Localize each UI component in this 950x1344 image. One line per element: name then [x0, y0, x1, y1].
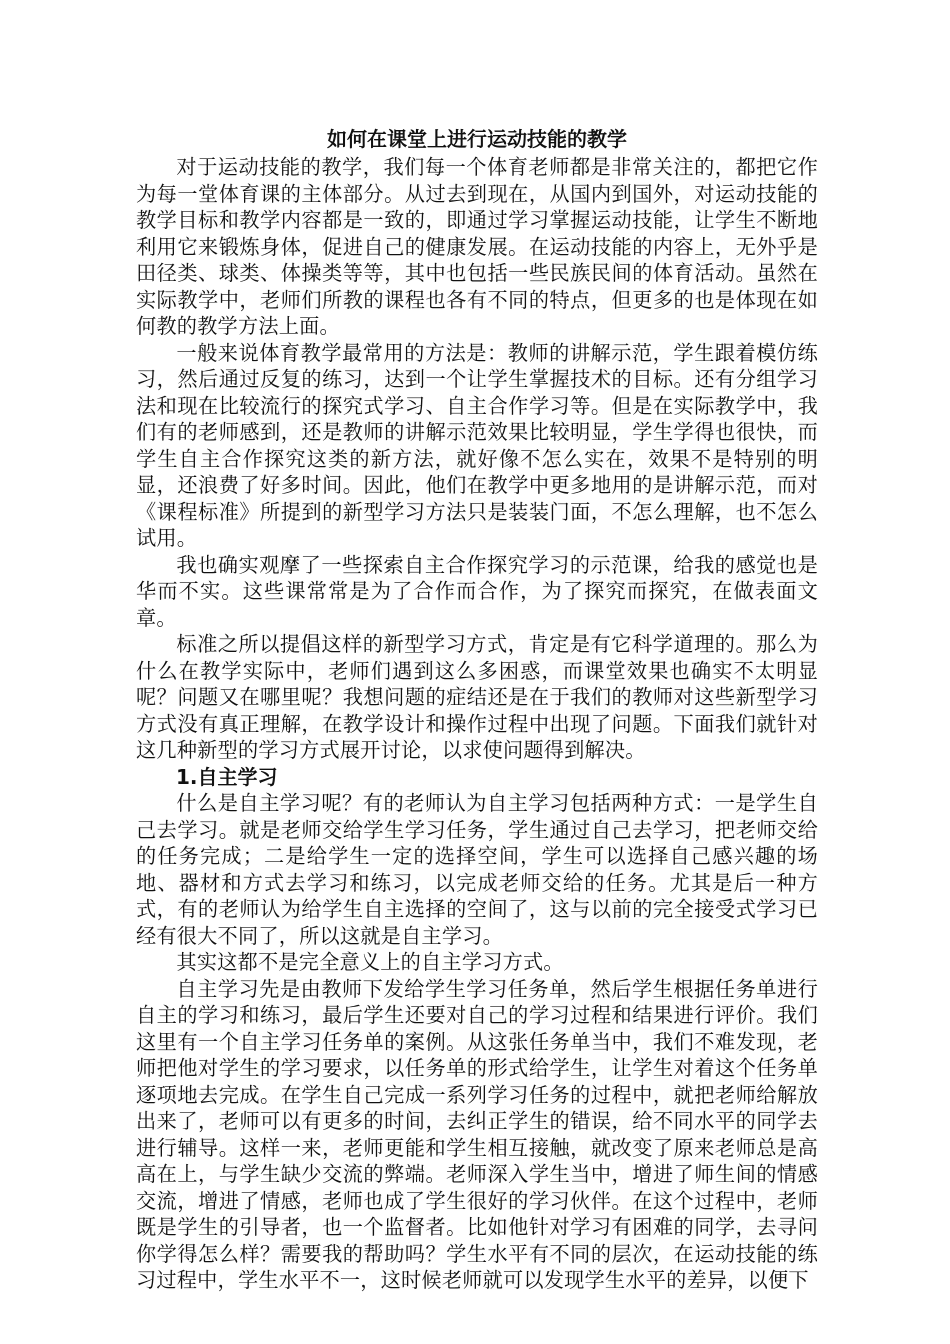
document-title: 如何在课堂上进行运动技能的教学 [327, 127, 627, 151]
paragraph: 我也确实观摩了一些探索自主合作探究学习的示范课，给我的感觉也是华而不实。这些课常常是为了合作而合作，为了探究而探究，在做表面文章。 [136, 552, 818, 630]
paragraph: 一般来说体育教学最常用的方法是：教师的讲解示范，学生跟着模仿练习，然后通过反复的练习，达到一个让学生掌握技术的目标。还有分组学习法和现在比较流行的探究式学习、自主合作学习等。但是在实际教学中，我们有的老师感到，还是教师的讲解示范效果比较明显，学生学得也很快，而学生自主合作探究这类的新方法，就好像不怎么实在，效果不是特别的明显，还浪费了好多时间。因此，他们在教学中更多地用的是讲解示范，而对《课程标准》所提到的新型学习方法只是装装门面，不怎么理解，也不怎么试用。 [136, 340, 818, 550]
paragraph: 其实这都不是完全意义上的自主学习方式。 [176, 950, 564, 974]
paragraph: 自主学习先是由教师下发给学生学习任务单，然后学生根据任务单进行自主的学习和练习，最后学生还要对自己的学习过程和结果进行评价。我们这里有一个自主学习任务单的案例。从这张任务单当中，我们不难发现，老师把他对学生的学习要求，以任务单的形式给学生，让学生对着这个任务单逐项地去完成。在学生自己完成一系列学习任务的过程中，就把老师给解放出来了，老师可以有更多的时间，去纠正学生的错误，给不同水平的同学去进行辅导。这样一来，老师更能和学生相互接触，就改变了原来老师总是高高在上，与学生缺少交流的弊端。老师深入学生当中，增进了师生间的情感交流，增进了情感，老师也成了学生很好的学习伙伴。在这个过程中，老师既是学生的引导者，也一个监督者。比如他针对学习有困难的同学，去寻问你学得怎么样？需要我的帮助吗？学生水平有不同的层次，在运动技能的练习过程中，学生水平不一，这时候老师就可以发现学生水平的差异，以便下 [136, 976, 818, 1292]
section-heading: 1.自主学习 [176, 764, 278, 789]
paragraph: 标准之所以提倡这样的新型学习方式，肯定是有它科学道理的。那么为什么在教学实际中，老师们遇到这么多困惑，而课堂效果也确实不太明显呢？问题又在哪里呢？我想问题的症结还是在于我们的教师对这些新型学习方式没有真正理解，在教学设计和操作过程中出现了问题。下面我们就针对这几种新型的学习方式展开讨论，以求使问题得到解决。 [136, 632, 818, 762]
document-page [136, 124, 818, 1294]
paragraph: 对于运动技能的教学，我们每一个体育老师都是非常关注的，都把它作为每一堂体育课的主体部分。从过去到现在，从国内到国外，对运动技能的教学目标和教学内容都是一致的，即通过学习掌握运动技能，让学生不断地利用它来锻炼身体，促进自己的健康发展。在运动技能的内容上，无外乎是田径类、球类、体操类等等，其中也包括一些民族民间的体育活动。虽然在实际教学中，老师们所教的课程也各有不同的特点，但更多的也是体现在如何教的教学方法上面。 [136, 155, 818, 338]
paragraph: 什么是自主学习呢？有的老师认为自主学习包括两种方式：一是学生自己去学习。就是老师交给学生学习任务，学生通过自己去学习，把老师交给的任务完成；二是给学生一定的选择空间，学生可以选择自己感兴趣的场地、器材和方式去学习和练习，以完成老师交给的任务。尤其是后一种方式，有的老师认为给学生自主选择的空间了，这与以前的完全接受式学习已经有很大不同了，所以这就是自主学习。 [136, 791, 818, 948]
